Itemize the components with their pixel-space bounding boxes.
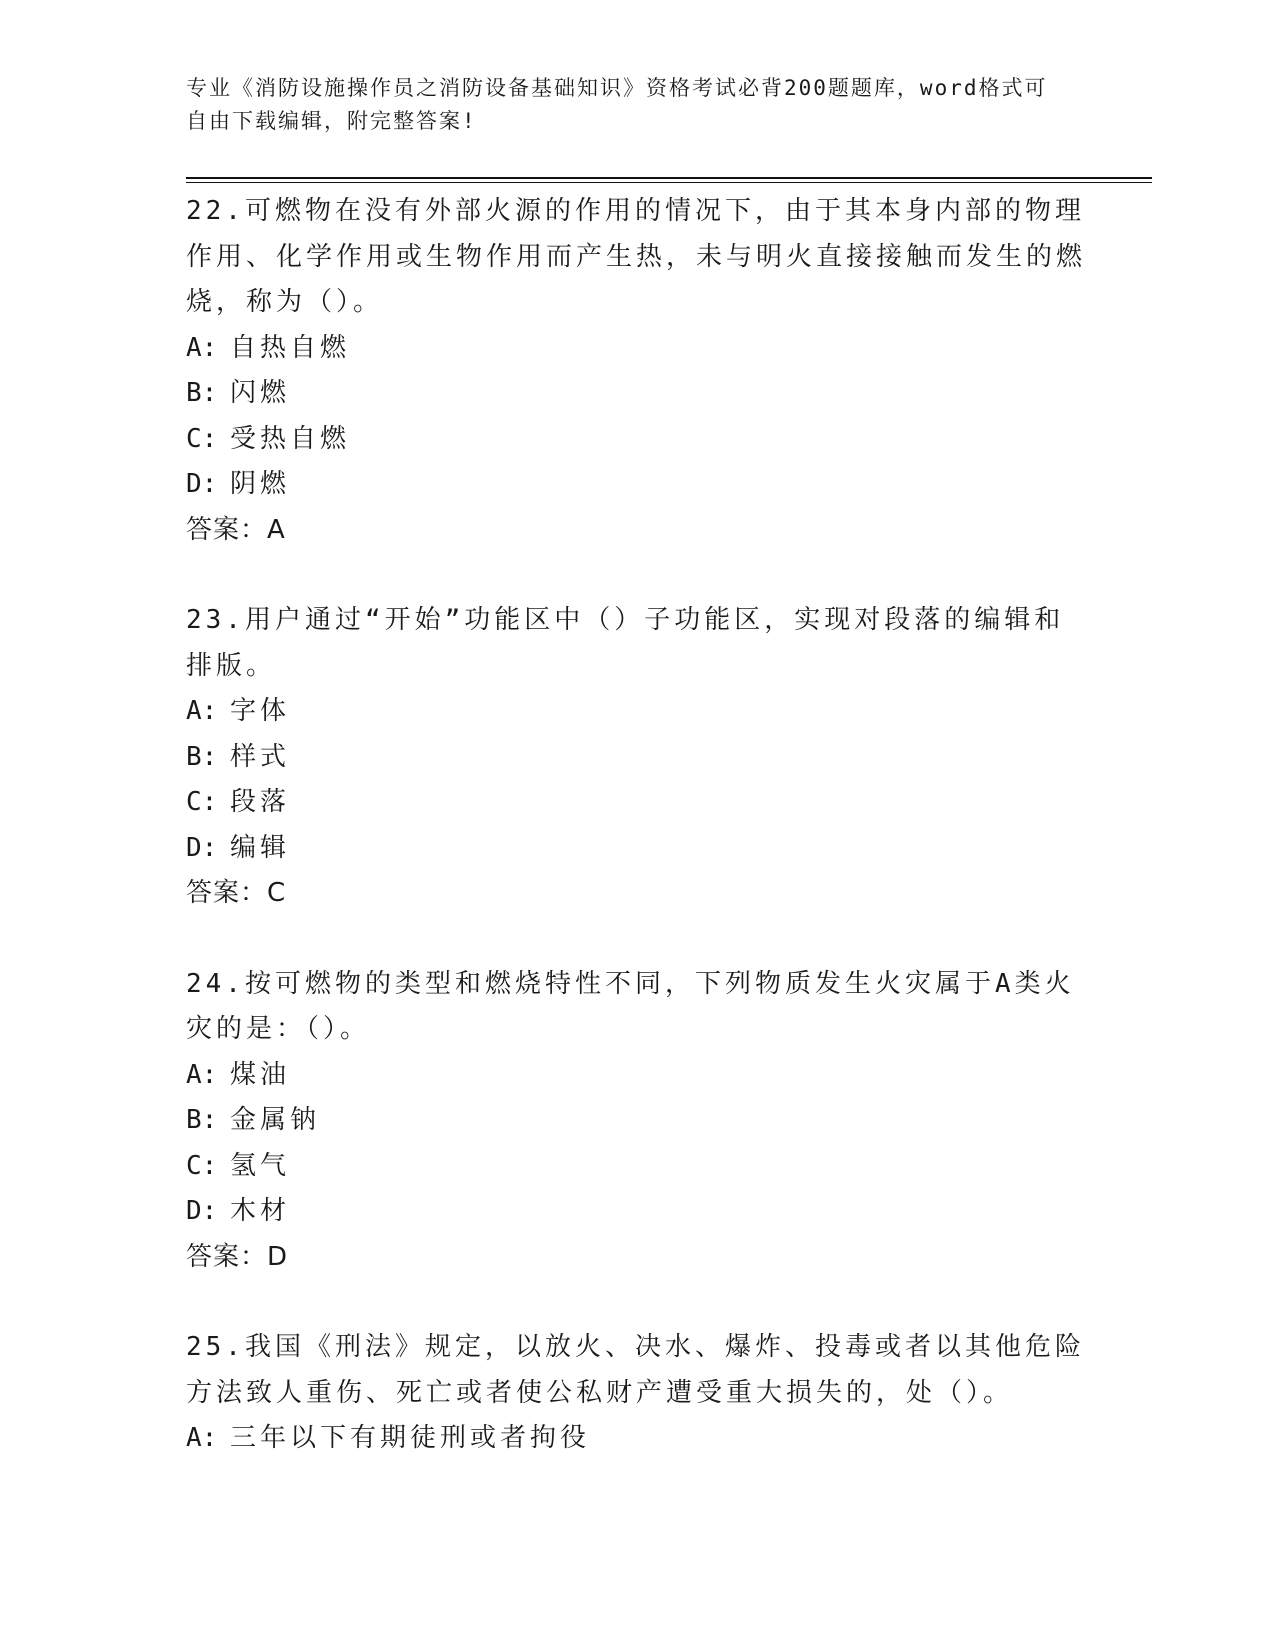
option-letter: A:: [186, 1423, 218, 1453]
option-b: [186, 735, 1086, 781]
option-text: 煤油: [230, 1059, 291, 1090]
option-text: 字体: [230, 696, 291, 726]
option-text: 受热自燃: [230, 423, 351, 454]
option-a: [186, 689, 1086, 735]
question-stem: 22.可燃物在没有外部火源的作用的情况下，由于其本身内部的物理作用、化学作用或生物作用而产生热，未与明火直接接触而发生的燃烧，称为（）。: [186, 196, 1087, 317]
option-letter: B:: [186, 1105, 218, 1135]
answer-label: 答案：C: [186, 878, 287, 908]
option-d: [186, 462, 1086, 508]
option-text: 三年以下有期徒刑或者拘役: [230, 1423, 591, 1453]
option-text: 金属钠: [230, 1105, 321, 1135]
option-text: 闪燃: [230, 378, 291, 408]
option-letter: D:: [186, 832, 218, 863]
option-letter: D:: [186, 1196, 218, 1226]
option-d: [186, 826, 1086, 872]
option-letter: A:: [186, 332, 218, 363]
document-header: 专业《消防设施操作员之消防设备基础知识》资格考试必背200题题库，word格式可自由下载编辑，附完整答案!: [186, 76, 1048, 133]
option-letter: B:: [186, 741, 218, 772]
option-text: 样式: [230, 741, 291, 772]
question-24: [186, 962, 1086, 1281]
answer-label: 答案：A: [186, 514, 286, 545]
option-letter: D:: [186, 469, 218, 499]
question-25: [186, 1325, 1086, 1462]
answer-label: 答案：D: [186, 1241, 289, 1272]
option-text: 自热自燃: [230, 332, 351, 363]
option-text: 木材: [230, 1196, 291, 1226]
option-text: 段落: [230, 787, 291, 817]
option-text: 氢气: [230, 1150, 291, 1181]
option-c: [186, 1144, 1086, 1190]
option-text: 阴燃: [230, 469, 291, 499]
question-list: [186, 189, 1086, 1507]
option-a: [186, 1416, 1086, 1462]
option-d: [186, 1189, 1086, 1235]
option-letter: C:: [186, 1150, 218, 1181]
option-a: [186, 1053, 1086, 1099]
header-rule-thin: [186, 182, 1152, 183]
option-c: [186, 780, 1086, 826]
option-letter: C:: [186, 787, 218, 817]
option-c: [186, 417, 1086, 463]
option-letter: B:: [186, 378, 218, 408]
question-23: [186, 598, 1086, 917]
question-stem: 23.用户通过“开始”功能区中（）子功能区，实现对段落的编辑和排版。: [186, 605, 1065, 681]
header-rule-thick: [186, 177, 1152, 179]
option-a: [186, 326, 1086, 372]
option-letter: A:: [186, 1059, 218, 1090]
option-b: [186, 1098, 1086, 1144]
option-letter: C:: [186, 423, 218, 454]
option-text: 编辑: [230, 832, 291, 863]
question-stem: 24.按可燃物的类型和燃烧特性不同，下列物质发生火灾属于A类火灾的是：（）。: [186, 968, 1075, 1044]
option-letter: A:: [186, 696, 218, 726]
question-stem: 25.我国《刑法》规定，以放火、决水、爆炸、投毒或者以其他危险方法致人重伤、死亡或者使公私财产遭受重大损失的，处（）。: [186, 1332, 1085, 1408]
option-b: [186, 371, 1086, 417]
question-22: [186, 189, 1086, 553]
